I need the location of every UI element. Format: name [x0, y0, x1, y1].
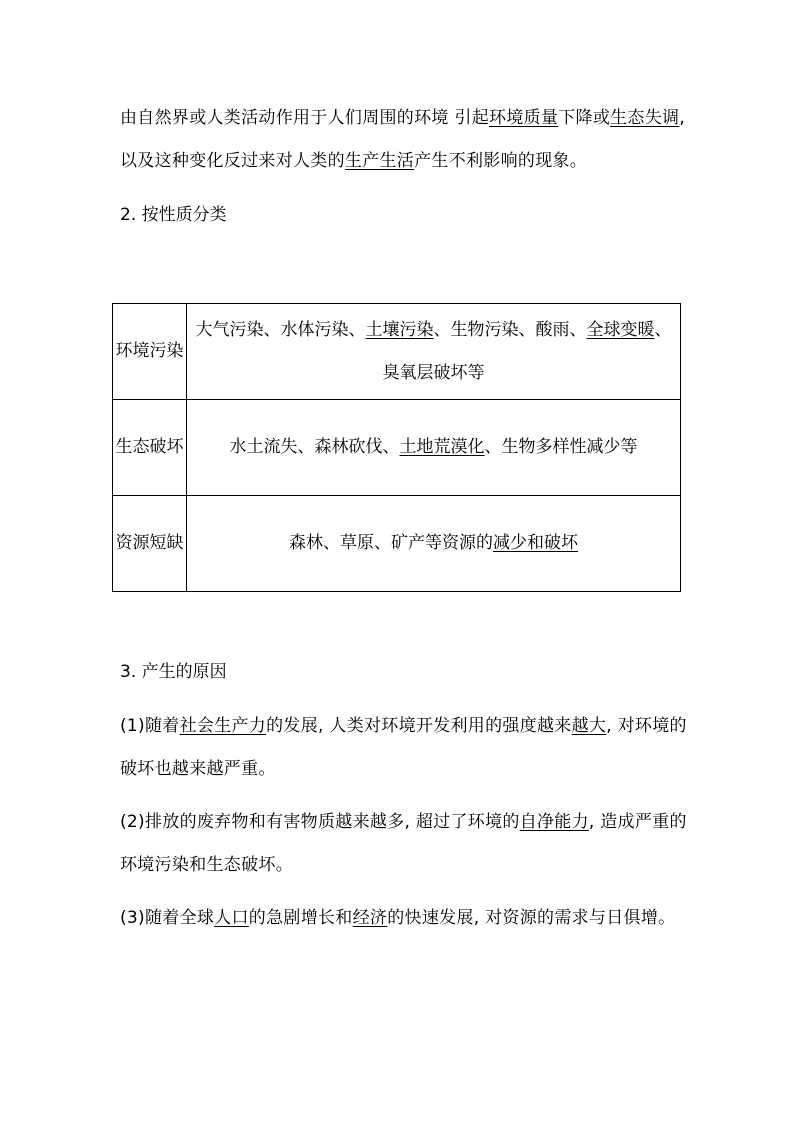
- text-run: 水土流失、森林砍伐、: [229, 437, 400, 457]
- text-run: , 对环境的破坏也越来越严重。: [120, 716, 687, 779]
- underlined-term: 经济: [352, 908, 388, 928]
- underlined-term: 越大: [571, 716, 607, 736]
- category-cell: 生态破坏: [113, 400, 187, 496]
- intro-paragraph: [120, 97, 690, 183]
- section-3-heading: 3. 产生的原因: [120, 662, 227, 682]
- reason-paragraph-2: [120, 801, 690, 887]
- section-2-heading: 2. 按性质分类: [120, 205, 227, 225]
- text-run: 、生物多样性减少等: [484, 437, 638, 457]
- text-run: , 以及这种变化反过来对人类的: [120, 108, 686, 171]
- text-run: 产生不利影响的现象。: [414, 151, 588, 171]
- classification-table: [112, 303, 681, 592]
- text-run: 、生物污染、酸雨、: [433, 319, 587, 340]
- reason-paragraph-3: [120, 897, 690, 940]
- text-run: (1)随着: [120, 716, 180, 736]
- text-run: , 造成严重的环境污染和生态破坏。: [120, 812, 687, 875]
- underlined-term: 人口: [214, 908, 249, 928]
- text-run: 的急剧增长和: [248, 908, 353, 928]
- text-run: 的发展, 人类对环境开发利用的强度越来: [266, 716, 572, 736]
- table-row: [113, 304, 681, 400]
- reason-paragraph-1: [120, 705, 690, 791]
- table-row: [113, 496, 681, 592]
- underlined-term: 减少和破坏: [493, 533, 578, 553]
- description-cell: [187, 496, 681, 592]
- underlined-term: 土壤污染: [365, 319, 434, 340]
- underlined-term: 土地荒漠化: [399, 437, 485, 457]
- text-run: (3)随着全球: [120, 908, 215, 928]
- underlined-term: 环境质量: [489, 108, 559, 128]
- text-run: 下降或: [558, 108, 611, 128]
- description-cell: [187, 304, 681, 400]
- text-run: 的快速发展, 对资源的需求与日俱增。: [387, 908, 676, 928]
- text-run: 、臭氧层破坏等: [382, 319, 672, 383]
- underlined-term: 社会生产力: [179, 716, 267, 736]
- underlined-term: 自净能力: [519, 812, 589, 832]
- category-cell: 环境污染: [113, 304, 187, 400]
- text-run: 大气污染、水体污染、: [195, 319, 366, 340]
- text-run: 森林、草原、矿产等资源的: [289, 533, 493, 553]
- description-cell: [187, 400, 681, 496]
- underlined-term: 生产生活: [344, 151, 415, 171]
- text-run: (2)排放的废弃物和有害物质越来越多, 超过了环境的: [120, 812, 520, 832]
- underlined-term: 生态失调: [610, 108, 680, 128]
- table-row: [113, 400, 681, 496]
- category-cell: 资源短缺: [113, 496, 187, 592]
- underlined-term: 全球变暖: [586, 319, 655, 340]
- text-run: 由自然界或人类活动作用于人们周围的环境 引起: [120, 108, 490, 128]
